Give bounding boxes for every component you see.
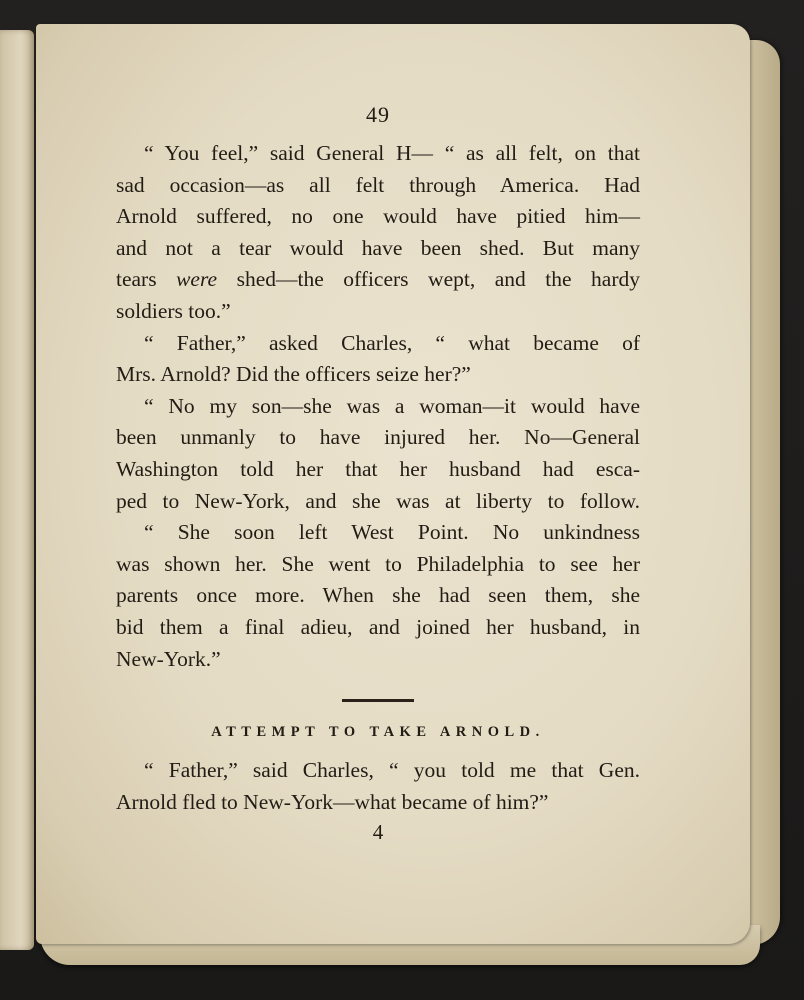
text-line: Arnold suffered, no one would have pitied him— bbox=[116, 204, 640, 229]
text-line: been unmanly to have injured her. No—General bbox=[116, 425, 640, 450]
text-line: sad occasion—as all felt through America. Had bbox=[116, 172, 640, 197]
text-line: Mrs. Arnold? Did the officers seize her?” bbox=[116, 362, 471, 387]
text-line: “ Father,” asked Charles, “ what became of bbox=[144, 330, 640, 355]
page-number: 49 bbox=[366, 102, 390, 127]
signature-mark: 4 bbox=[372, 820, 384, 845]
text-line: was shown her. She went to Philadelphia to see her bbox=[116, 551, 640, 576]
text-line: “ She soon left West Point. No unkindness bbox=[144, 520, 640, 545]
text-line: Washington told her that her husband had esca- bbox=[116, 456, 640, 481]
text-line: New-York.” bbox=[116, 646, 221, 671]
text-line: ped to New-York, and she was at liberty to follow. bbox=[116, 488, 640, 513]
text-line bbox=[116, 264, 640, 296]
section-heading: ATTEMPT TO TAKE ARNOLD. bbox=[211, 724, 545, 741]
book-page bbox=[36, 24, 750, 944]
text-line: and not a tear would have been shed. But many bbox=[116, 235, 640, 260]
left-page-edge bbox=[0, 30, 34, 950]
text-line: bid them a final adieu, and joined her husband, in bbox=[116, 614, 640, 639]
text-fragment: tears bbox=[116, 267, 177, 292]
page-text-block bbox=[116, 102, 640, 845]
text-fragment: shed—the officers wept, and the hardy bbox=[217, 267, 640, 292]
text-line: “ No my son—she was a woman—it would have bbox=[144, 393, 640, 418]
text-line: parents once more. When she had seen them, she bbox=[116, 583, 640, 608]
body-text bbox=[116, 138, 640, 675]
text-line: “ Father,” said Charles, “ you told me that Gen. bbox=[144, 758, 640, 783]
section-divider bbox=[342, 699, 414, 702]
text-line: soldiers too.” bbox=[116, 298, 231, 323]
emphasized-word: were bbox=[176, 267, 218, 292]
text-line: Arnold fled to New-York—what became of him?” bbox=[116, 789, 549, 814]
text-line: “ You feel,” said General H— “ as all felt, on that bbox=[144, 141, 640, 165]
section-text bbox=[116, 755, 640, 818]
